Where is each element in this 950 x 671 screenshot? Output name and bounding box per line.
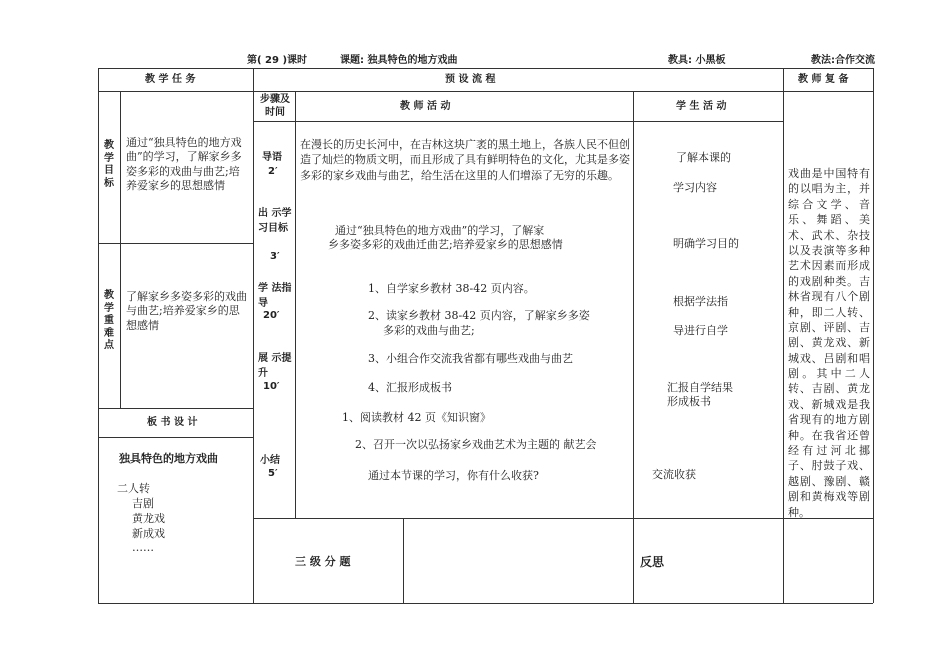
step-method-time: 20′: [263, 310, 280, 321]
board-title: 独具特色的地方戏曲: [119, 452, 218, 465]
header-review: 教 师 复 备: [798, 74, 849, 85]
step-present-time: 10′: [263, 381, 280, 392]
student-activity: 导进行自学: [673, 324, 728, 337]
step-intro-time: 2′: [268, 166, 278, 177]
rule: [253, 68, 254, 603]
teacher-intro: 在漫长的历史长河中，在吉林这块广袤的黑土地上，各族人民不但创造了灿烂的物质文明，而且形成了具有鲜明特色的文化，尤其是多姿多彩的家乡戏曲与曲艺，给生活在这里的人们增添了无穷的乐趣。: [300, 138, 630, 182]
board-item: ……: [132, 541, 154, 554]
rule: [98, 68, 873, 69]
header-flow: 预 设 流 程: [445, 74, 496, 85]
student-activity: 交流收获: [652, 468, 696, 481]
header-tasks: 教 学 任 务: [145, 74, 196, 85]
reflection-label: 反思: [640, 555, 665, 569]
rule: [120, 91, 121, 408]
board-item: 吉剧: [132, 497, 154, 510]
key-points-text: 了解家乡多姿多彩的戏曲与曲艺;培养爱家乡的思想感情: [126, 290, 247, 332]
rule: [783, 68, 784, 603]
teacher-method-1: 1、自学家乡教材 38-42 页内容。: [368, 282, 535, 295]
goal-text: 通过“独具特色的地方戏曲”的学习，了解家乡多姿多彩的戏曲与曲艺;培养爱家乡的思想感情: [126, 136, 242, 192]
teacher-extend-1: 1、阅读教材 42 页《知识窗》: [342, 411, 491, 424]
rule: [873, 68, 874, 603]
student-activity: 根据学法指: [673, 295, 728, 308]
rule: [253, 518, 873, 519]
teacher-summary: 通过本节课的学习，你有什么收获?: [368, 469, 539, 482]
rule: [253, 121, 783, 122]
teacher-goal-line: 通过“独具特色的地方戏曲”的学习，了解家: [335, 224, 545, 237]
key-points-label: 教学重难点: [104, 290, 114, 351]
step-intro: 导语: [262, 152, 282, 163]
teacher-extend-2: 2、召开一次以弘扬家乡戏曲艺术为主题的 献艺会: [355, 438, 597, 451]
step-show-goals: 出 示学 习目标: [258, 208, 292, 234]
step-present: 展 示提升: [258, 353, 292, 379]
header-teacher: 教 师 活 动: [400, 101, 451, 112]
rule: [98, 437, 253, 438]
rule: [633, 91, 634, 603]
step-summary: 小结: [260, 455, 280, 466]
board-heading: 板 书 设 计: [147, 417, 198, 428]
step-summary-time: 5′: [268, 468, 278, 479]
step-show-goals-time: 3′: [270, 251, 280, 262]
rule: [98, 603, 873, 604]
teaching-tools: 教具: 小黑板: [668, 55, 726, 66]
rule: [98, 408, 253, 409]
board-item: 新成戏: [132, 527, 165, 540]
teacher-method-3: 3、小组合作交流我省都有哪些戏曲与曲艺: [368, 352, 573, 365]
board-item: 二人转: [117, 482, 150, 495]
header-steps: 步骤及时间: [260, 94, 290, 118]
rule: [98, 68, 99, 603]
teacher-method-2-cont: 多彩的戏曲与曲艺;: [383, 324, 475, 337]
rule: [98, 243, 253, 244]
lesson-topic: 课题: 独具特色的地方戏曲: [340, 55, 458, 66]
lesson-number: 第( 29 )课时: [247, 55, 308, 66]
student-activity: 学习内容: [673, 181, 717, 194]
board-item: 黄龙戏: [132, 512, 165, 525]
teaching-method: 教法:合作交流: [811, 55, 875, 66]
step-method: 学 法指 导: [258, 283, 292, 309]
header-student: 学 生 活 动: [676, 101, 727, 112]
goal-label: 教学目标: [104, 140, 114, 189]
teacher-method-2: 2、读家乡教材 38-42 页内容，了解家乡多姿: [368, 309, 590, 322]
student-activity: 形成板书: [667, 395, 711, 408]
student-activity: 汇报自学结果: [667, 381, 733, 394]
teacher-method-4: 4、汇报形成板书: [368, 381, 452, 394]
student-activity: 明确学习目的: [673, 237, 739, 250]
review-text: 戏曲是中国特有的以唱为主，并综合文学、音乐、舞蹈、美术、武术、杂技以及表演等多种艺术因素而形成的戏剧种类。吉林省现有八个剧种，即二人转、京剧、评剧、吉剧、黄龙戏、新城戏、吕剧和唱剧。其中二人转、吉剧、黄龙戏、新城戏是我省现有的地方剧种。在我省还曾经有过河北挪子、肘鼓子戏、越剧、豫剧、赣剧和黄梅戏等剧种。: [788, 167, 870, 519]
student-activity: 了解本课的: [676, 151, 731, 164]
teacher-goal-line: 乡多姿多彩的戏曲迁曲艺;培养爱家乡的思想感情: [328, 238, 563, 251]
tier-questions: 三 级 分 题: [295, 555, 351, 568]
rule: [403, 518, 404, 603]
rule: [98, 91, 873, 92]
